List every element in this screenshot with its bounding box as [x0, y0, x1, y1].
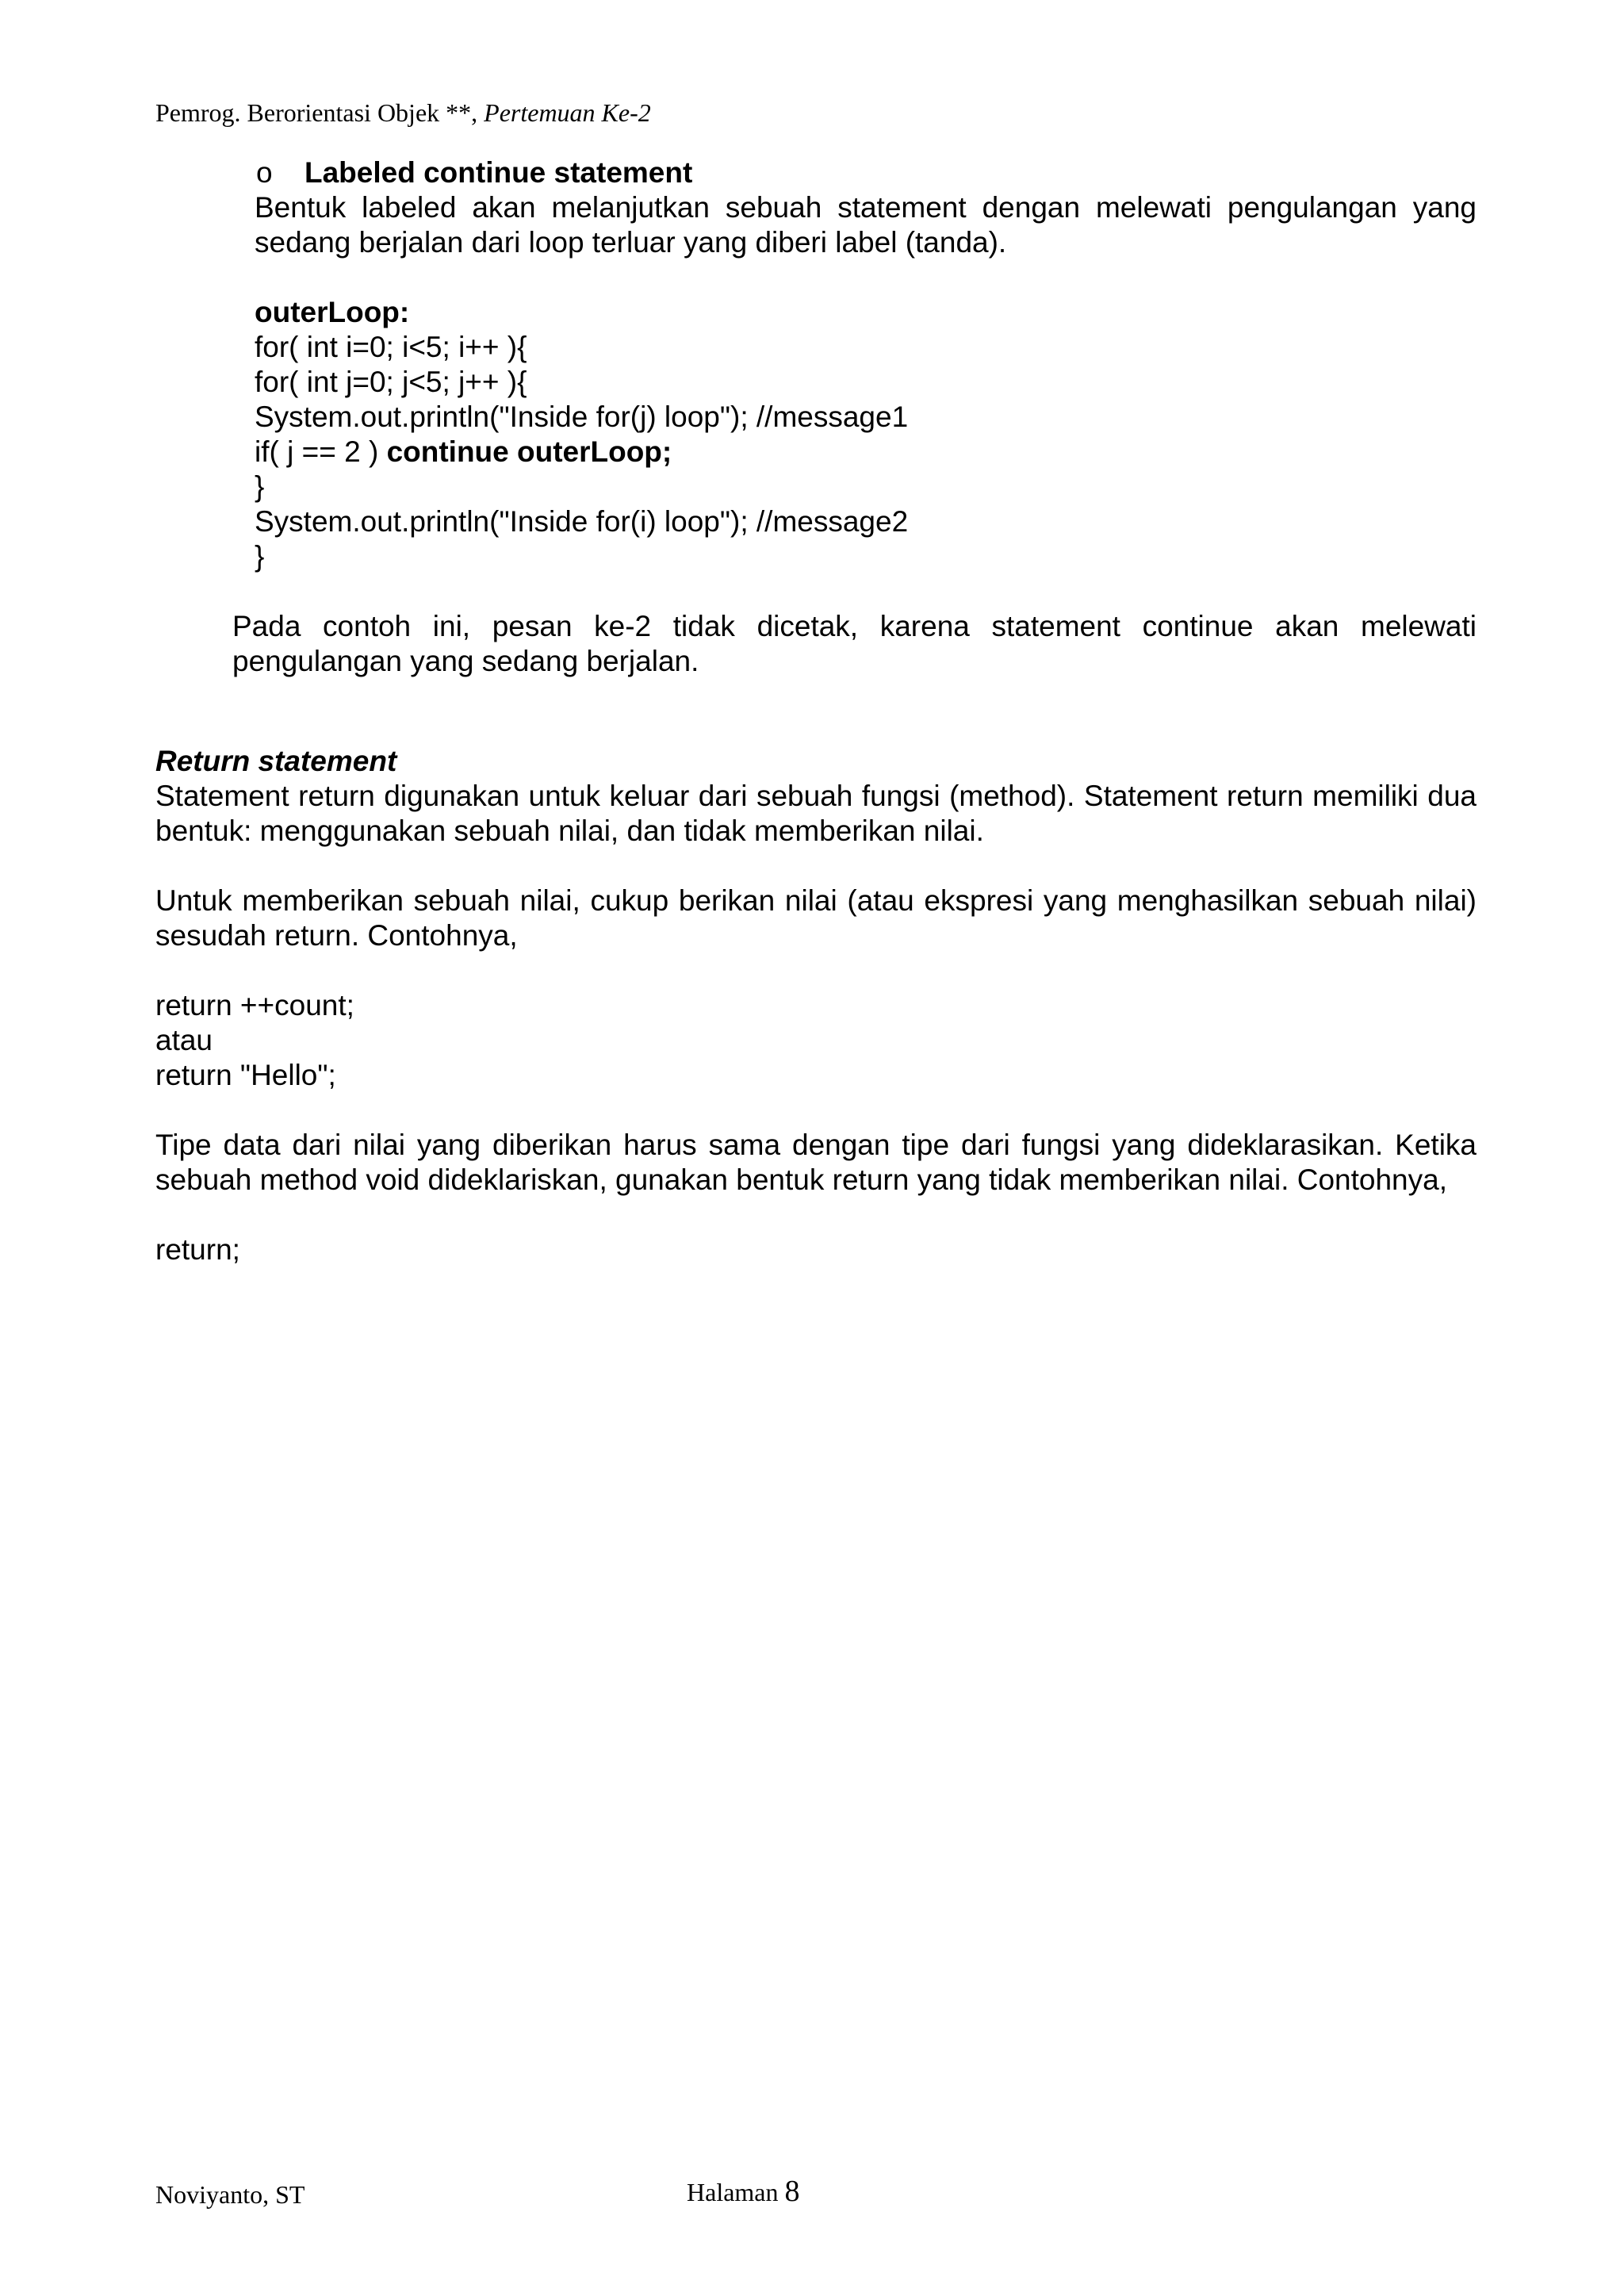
code-line: System.out.println("Inside for(j) loop"); //message1: [255, 401, 909, 433]
footer-author: Noviyanto, ST: [155, 2180, 305, 2209]
code-line: }: [255, 540, 265, 573]
labeled-continue-note: Pada contoh ini, pesan ke-2 tidak dicetak, karena statement continue akan melewati pengulangan yang sedang berjalan.: [232, 610, 1477, 677]
return-paragraph: Tipe data dari nilai yang diberikan harus sama dengan tipe dari fungsi yang dideklarasikan. Ketika sebuah method void dideklariskan, gunakan bentuk return yang tidak memberikan nilai. Contohnya,: [155, 1129, 1477, 1196]
return-paragraph: Untuk memberikan sebuah nilai, cukup berikan nilai (atau ekspresi yang menghasilkan sebuah nilai) sesudah return. Contohnya,: [155, 884, 1477, 952]
code-line: for( int j=0; j<5; j++ ){: [255, 366, 527, 398]
return-example: return ++count;: [155, 989, 354, 1022]
course-title: Pemrog. Berorientasi Objek **,: [155, 98, 485, 127]
code-line-bold: continue outerLoop;: [386, 435, 672, 468]
return-example: return;: [155, 1233, 240, 1266]
return-statement-section: [155, 744, 1477, 1267]
code-example: [255, 295, 1477, 574]
bullet-circle-icon: o: [256, 156, 273, 189]
return-example: return "Hello";: [155, 1059, 336, 1091]
page-header: [155, 97, 651, 128]
return-example-or: atau: [155, 1024, 213, 1056]
code-line: System.out.println("Inside for(i) loop"); //message2: [255, 505, 909, 538]
footer-page-number: 8: [784, 2175, 800, 2208]
labeled-continue-title: Labeled continue statement: [304, 156, 693, 189]
return-paragraph: Statement return digunakan untuk keluar dari sebuah fungsi (method). Statement return memiliki dua bentuk: menggunakan sebuah nilai, dan tidak memberikan nilai.: [155, 780, 1477, 847]
meeting-title: Pertemuan Ke-2: [484, 98, 651, 127]
labeled-title-row: [155, 155, 1477, 190]
code-line: for( int i=0; i<5; i++ ){: [255, 331, 527, 363]
code-line-prefix: if( j == 2 ): [255, 435, 387, 468]
labeled-continue-description: Bentuk labeled akan melanjutkan sebuah statement dengan melewati pengulangan yang sedang berjalan dari loop terluar yang diberi label (tanda).: [255, 191, 1477, 259]
code-label: outerLoop:: [255, 296, 410, 328]
labeled-continue-section: [155, 155, 1477, 679]
footer-page-label: Halaman: [687, 2178, 785, 2206]
footer-page: [687, 2175, 800, 2208]
return-heading: Return statement: [155, 745, 397, 777]
code-line: [255, 435, 1477, 470]
code-line: }: [255, 470, 265, 503]
